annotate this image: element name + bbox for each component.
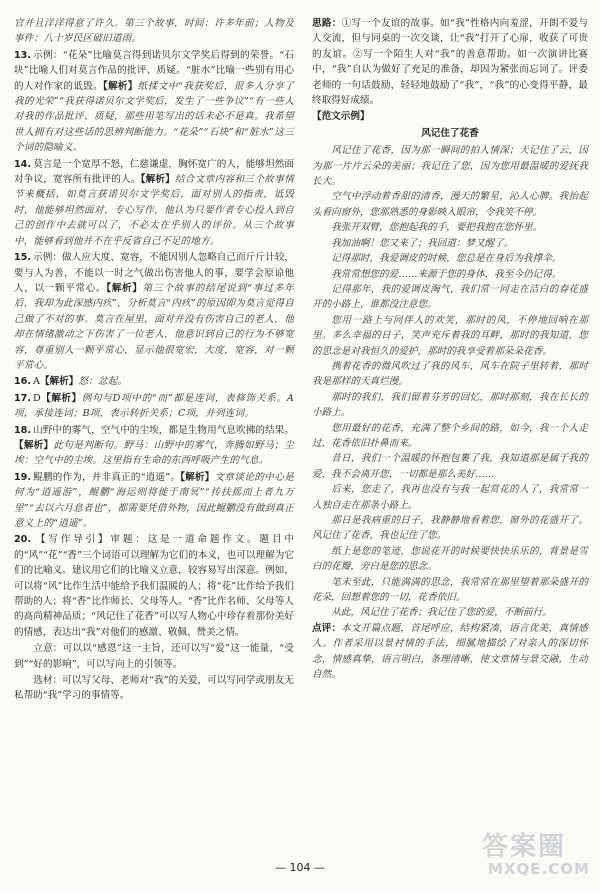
essay-paragraph: 携着花香的微风吹过了我的风车，风车在院子里转着，那时我是那样的天真烂漫。 — [312, 360, 588, 388]
analysis-text: 结合文章内容和三个故事情节来概括，如莫言获诺贝尔文学奖后，面对别人的指责，诋毁时，他能够坦然面对，专心写作，他认为只要作者专心投入到自己的创作中去就可以了，不必太在乎别人的评价。从三个故事中，能够看到他并不在乎反省自己不足的地方。 — [14, 174, 294, 247]
essay-paragraph: 纸上是您的笔迹，您说花开的时候要快快乐乐的，背景是雪白的花瓣，旁白是您的思念。 — [312, 545, 588, 573]
thinking-tag: 思路： — [312, 18, 342, 29]
essay-title: 风记住了花香 — [421, 127, 479, 139]
analysis-tag: 【解析】 — [39, 376, 79, 388]
essay-paragraph: 记得那年，我的爱调皮淘气，我们常一同走在洁白的春花盛开的小路上，谁都没注意您。 — [312, 283, 588, 311]
answer-item — [14, 250, 294, 373]
analysis-tag: 【解析】 — [106, 282, 143, 294]
comment-tag: 点评： — [312, 622, 342, 634]
analysis-tag: 【解析】 — [140, 174, 175, 186]
analysis-text: 例句与D项中的“而”都是连词，表修饰关系。A项，承接连词；B项，表示转折关系；C项，并列连词。 — [14, 392, 294, 420]
answer-text: D — [33, 392, 41, 404]
answer-text: 示例：“花朵”比喻莫言得到诺贝尔文学奖后得到的荣誉。“石块”比喻人们对莫言作品的批评、质疑。“脏水”比喻一些别有用心的人对作家的诋毁。 — [14, 49, 294, 92]
analysis-text: 纸揉文中“我获奖后，很多人分享了我的光荣”“我获得诺贝尔文学奖后，发生了一些争议”“有一些人对我的作品批评、质疑，那些用笔写出的话未必不是真。我希望世人拥有对这些话的思辨判断能力。“花朵”“石块”和“脏水”这三个词的隐喻义。 — [14, 80, 295, 154]
page-number: — 104 — — [275, 861, 325, 874]
answer-item — [14, 157, 294, 249]
answer-item — [14, 673, 294, 704]
answer-text: 山野中的雾气，空气中的尘埃，都是生物用气息吹拂的结果。 — [33, 424, 294, 436]
watermark-logo: 答案圈 — [482, 832, 567, 862]
answer-text: 示例：做人应大度、宽容，不能因别人忽略自己而斤斤计较，要与人为善，不能以一时之气做出伤害他人的事，要学会原谅他人，以一颗平常心。 — [14, 252, 294, 294]
analysis-text: 怒：忿起。 — [78, 376, 128, 388]
answer-text: 立意：可以以“感恩”这一主旨，还可以写“爱”这一能量，“受到”“好的影响”，可以写向上的引领等。 — [14, 643, 294, 670]
comment-block — [312, 621, 588, 683]
analysis-text: 此句是判断句。野马：山野中的雾气，奔腾如野马；尘埃：空气中的尘埃。这里指有生命的东西呼吸产生的气息。 — [14, 439, 294, 467]
answer-number: 14. — [14, 158, 31, 170]
watermark-url: MXQE.COM — [488, 860, 590, 878]
analysis-text: 文章谈论的中心是何为“逍遥游”，鲲鹏“海运则将徙于南冥”“抟扶摇而上者九万里”“去以六月息者也”，都需要凭借外物，因此鲲鹏没有做到真正意义上的“逍遥”。 — [14, 471, 294, 529]
answer-item — [14, 391, 294, 422]
answer-text: A — [33, 376, 40, 388]
essay-paragraph: 我加油啊！您又来了；我回道：梦又醒了。 — [331, 237, 514, 249]
analysis-tag: 【解析】 — [102, 80, 138, 92]
essay-paragraph: 那时的我们，我们留着芬芳的回忆，那时那刻，我在长长的小路上。 — [312, 391, 588, 419]
answer-number: 13. — [14, 49, 31, 61]
answer-item — [14, 641, 294, 672]
answer-number: 16. — [14, 376, 31, 388]
essay-paragraph: 空气中浮动着香甜的清香，漫天的繁星，沁人心脾。我抬起头看向窗外，您那熟悉的身影映入眼帘，令我笑不停。 — [312, 191, 588, 218]
comment-text: 本文开篇点题，首尾呼应，结构紧凑，语言优美，真情感人。作者采用以景衬情的手法，细腻地描绘了对亲人的深切怀念，情感真挚，语言明白，条理清晰，使文章情与景交融，生动自然。 — [312, 622, 589, 681]
essay-paragraph: 记得那时，我爱调皮的时候，您总是在身后为我撑伞。 — [331, 253, 562, 265]
essay-paragraph: 那日是我病重的日子，我静静地看着您，窗外的花盛开了。风记住了花香，我也记住了您。 — [312, 515, 588, 542]
answer-text: 【写作导引】审题：这是一道命题作文。题目中的“风”“花”“香”三个词语可以理解为它们的本义，也可以理解为它们的比喻义。建议用它们的比喻义立意，较容易写出深意。例如，可以将“风”比作生活中能给予我们温暖的人；将“花”比作给予我们帮助的人；将“香”比作师长、父母等人。“香”比作名师、父母等人的高尚精神品质；“风记住了花香”可以写人物心中珍存着那份美好的情感，表达出“我”对他们的感激、敬佩、赞美之情。 — [14, 534, 294, 638]
answer-number: 17. — [14, 392, 31, 404]
answer-number: 15. — [14, 252, 31, 264]
answer-text: 选材：可以写父母、老师对“我”的关爱，可以写同学或朋友无私帮助“我”学习的事情等。 — [14, 675, 294, 702]
answer-item — [14, 423, 294, 469]
thinking-text: ①写一个友谊的故事。如“我”性格内向羞涩，开朗不爱与人交流，但与同桌的一次交谈，让“我”打开了心扉，收获了可贵的友谊。②写一个陌生人对“我”的善意帮助。如一次演讲比赛中，“我”自认为做好了充足的准备，却因为紧张而忘词了。评委老师的一句话鼓励，轻轻地鼓励了“我”，“我”的心变得平静，最终取得好成绩。 — [312, 18, 589, 107]
right-column — [312, 16, 588, 683]
essay-paragraph: 昔日，我们一个温暖的怀抱包裹了我，我知道那是属于我的爱，我不会离开您，一切都是那么美好…… — [312, 453, 588, 480]
analysis-text: 第三个故事的结尾说到“事过多年后，我却为此深感内疚”，分析莫言“内疚”的原因即为莫言觉得自己做了不对的事。莫言在屋里，面对并没有伤害自己的老人，他却在情绪激动之下伤害了一位老人，他意识到自己的行为不够宽容，尊重别人一颗平常心，显示他很宽宏，大度，宽容，对一颗平常心。 — [14, 282, 295, 371]
answer-item — [14, 48, 294, 156]
essay-paragraph: 后来，您走了，我再也没有与我一起赏花的人了，我常常一人独自走在那条小路上。 — [312, 484, 588, 511]
answer-item — [14, 470, 294, 532]
essay-paragraph: 风记住了花香，因为那一瞬间的拍人情深；天记住了云，因为那一片片云朵的美丽；我记住了您，因为您用最温暖的爱抚我长大。 — [312, 145, 588, 188]
analysis-tag: 【解析】 — [14, 439, 54, 451]
thinking-block — [312, 16, 588, 108]
answer-text: 鲲鹏的作为，并非真正的“逍遥”。 — [33, 471, 181, 483]
answer-number: 20. — [14, 534, 31, 546]
sample-essay-heading: 【范文示例】 — [312, 111, 370, 123]
essay-paragraph: 从此，风记住了花香；我记住了您的爱，不断前行。 — [331, 607, 552, 619]
answer-item — [14, 374, 294, 389]
analysis-tag: 【解析】 — [40, 392, 82, 404]
analysis-tag: 【解析】 — [180, 471, 215, 483]
essay-paragraph: 您用一路上与同伴人的欢笑，那时的风，不停地回响在那里。多么幸福的日子，笑声充斥着我的耳畔，那时的我知道，您的思念是对我恒久的爱护，那时的我享受着那朵朵花香。 — [312, 314, 588, 357]
intro-text: 官并且洋洋得意了许久。第三个故事，时间：许多年前；人物及事件：八十岁民区破旧道雨。 — [14, 18, 294, 45]
answer-number: 19. — [14, 471, 31, 483]
essay-paragraph: 您用最好的花香，充满了整个乡间的路，如今，我一个人走过，花香依旧扑鼻而来。 — [312, 422, 588, 449]
answer-item — [14, 532, 294, 640]
left-column — [14, 16, 294, 705]
answer-number: 18. — [14, 424, 31, 436]
answer-text: 莫言是一个宽厚不怒，仁慈谦虚，胸怀宽广的人，能够坦然面对争议，宽容所有批评的人。 — [14, 158, 294, 186]
answer-list — [14, 48, 294, 704]
essay-paragraph: 我常常想您的爱……来源于您的身体，我至今仍记得。 — [331, 268, 562, 280]
essay-body — [312, 143, 588, 621]
essay-paragraph: 我张开双臂，您抱起我的手，要把我抱在您怀里。 — [331, 222, 543, 234]
essay-paragraph: 笔未至此，只能满满的思念，我常常在那里望着那朵盛开的花朵，回想着您的一切，花香依旧。 — [312, 576, 588, 604]
